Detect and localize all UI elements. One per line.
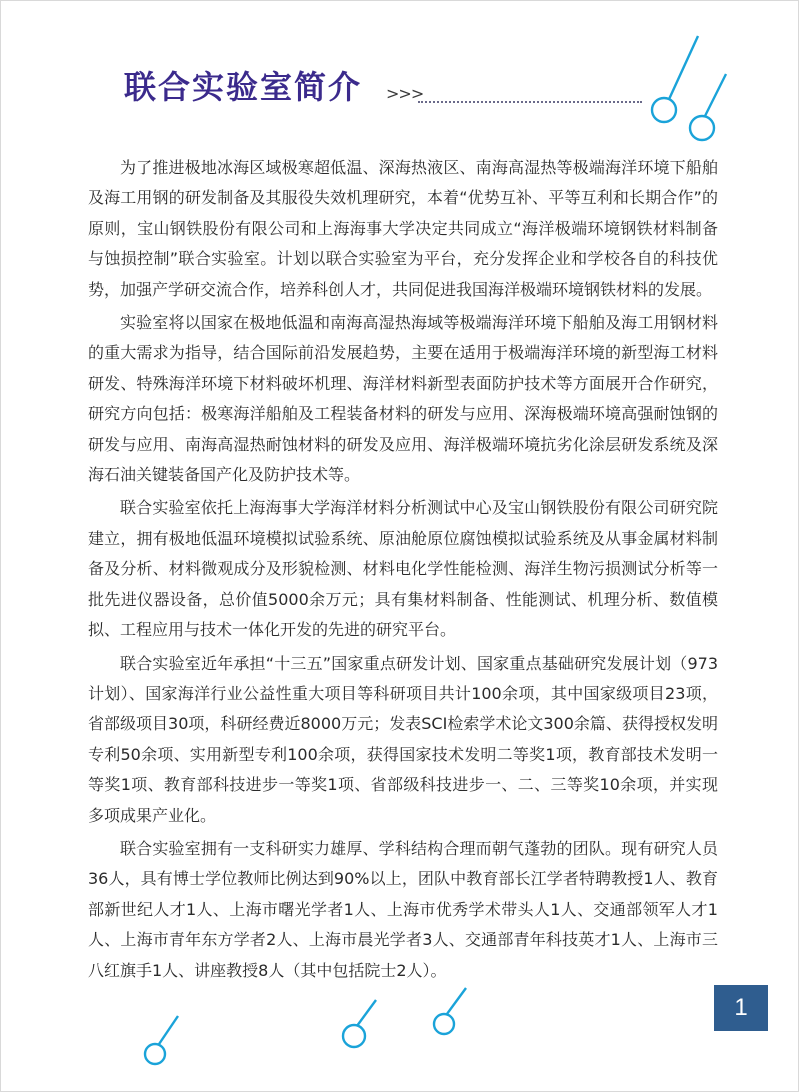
page-title: 联合实验室简介 <box>124 68 363 106</box>
article-body <box>88 153 718 989</box>
paragraph: 为了推进极地冰海区域极寒超低温、深海热液区、南海高湿热等极端海洋环境下船舶及海工用钢的研发制备及其服役失效机理研究，本着“优势互补、平等互利和长期合作”的原则，宝山钢铁股份有限公司和上海海事大学决定共同成立“海洋极端环境钢铁材料制备与蚀损控制”联合实验室。计划以联合实验室为平台，充分发挥企业和学校各自的科技优势，加强产学研交流合作，培养科创人才，共同促进我国海洋极端环境钢铁材料的发展。 <box>88 158 718 299</box>
circle-pin-decoration-icon <box>336 996 386 1066</box>
circle-pin-decoration-icon <box>140 1012 190 1082</box>
page-number: 1 <box>714 985 768 1031</box>
circle-pin-decoration-icon <box>682 70 742 150</box>
paragraph: 联合实验室近年承担“十三五”国家重点研发计划、国家重点基础研究发展计划（973计划）、国家海洋行业公益性重大项目等科研项目共计100余项，其中国家级项目23项，省部级项目30项，科研经费近8000万元；发表SCI检索学术论文300余篇、获得授权发明专利50余项、实用新型专利100余项，获得国家技术发明二等奖1项，教育部技术发明一等奖1项、教育部科技进步一等奖1项、省部级科技进步一、二、三等奖10余项，并实现多项成果产业化。 <box>88 653 718 825</box>
paragraph: 联合实验室依托上海海事大学海洋材料分析测试中心及宝山钢铁股份有限公司研究院建立，拥有极地低温环境模拟试验系统、原油舱原位腐蚀模拟试验系统及从事金属材料制备及分析、材料微观成分及形貌检测、材料电化学性能检测、海洋生物污损测试分析等一批先进仪器设备，总价值5000余万元；具有集材料制备、性能测试、机理分析、数值模拟、工程应用与技术一体化开发的先进的研究平台。 <box>88 498 718 640</box>
chevron-arrows-icon: >>> <box>386 84 424 103</box>
paragraph: 实验室将以国家在极地低温和南海高湿热海域等极端海洋环境下船舶及海工用钢材料的重大需求为指导，结合国际前沿发展趋势，主要在适用于极端海洋环境的新型海工材料研发、特殊海洋环境下材料破坏机理、海洋材料新型表面防护技术等方面展开合作研究，研究方向包括：极寒海洋船舶及工程装备材料的研发与应用、深海极端环境高强耐蚀钢的研发与应用、南海高湿热耐蚀材料的研发及应用、海洋极端环境抗劣化涂层研发系统及深海石油关键装备国产化及防护技术等。 <box>88 313 718 485</box>
circle-pin-decoration-icon <box>428 984 478 1044</box>
paragraph: 联合实验室拥有一支科研实力雄厚、学科结构合理而朝气蓬勃的团队。现有研究人员36人，具有博士学位教师比例达到90%以上，团队中教育部长江学者特聘教授1人、教育部新世纪人才1人、上海市曙光学者1人、上海市优秀学术带头人1人、交通部领军人才1人、上海市青年东方学者2人、上海市晨光学者3人、交通部青年科技英才1人、上海市三八红旗手1人、讲座教授8人（其中包括院士2人）。 <box>88 838 718 980</box>
dotted-divider <box>418 101 642 103</box>
